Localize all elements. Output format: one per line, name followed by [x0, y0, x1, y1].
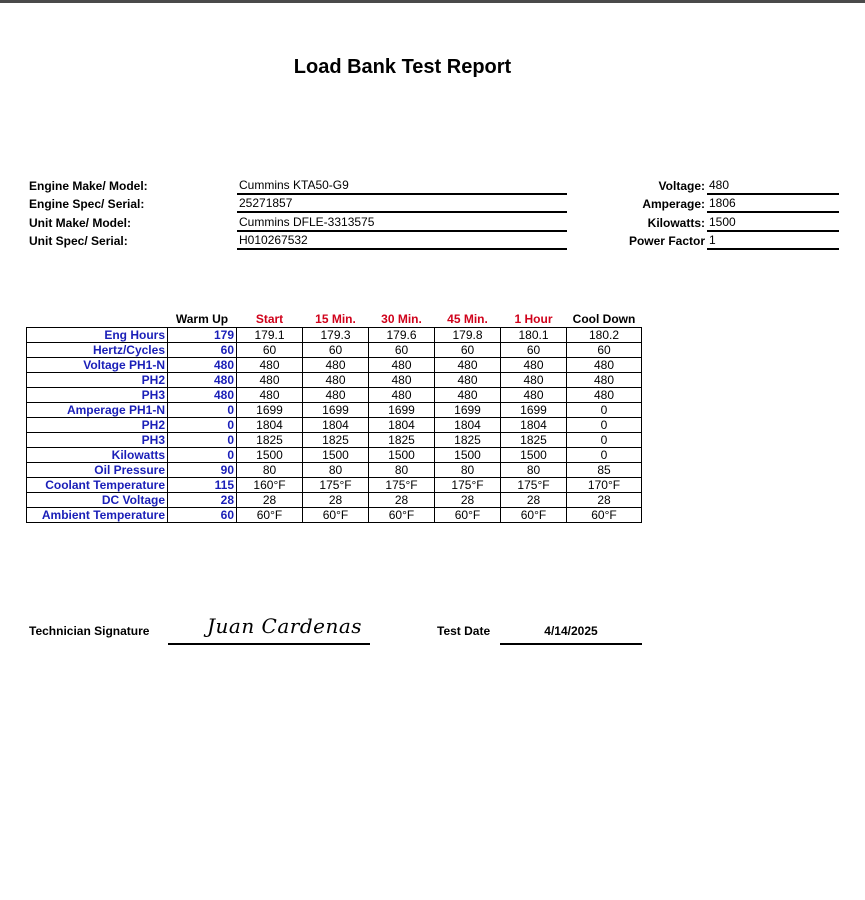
table-row [27, 433, 642, 448]
table-cell: 480 [237, 373, 303, 388]
table-cell: 175°F [501, 478, 567, 493]
table-cell: 80 [369, 463, 435, 478]
amperage-label: Amperage: [642, 197, 705, 211]
test-date-value: 4/14/2025 [544, 624, 598, 638]
table-cell: 80 [303, 463, 369, 478]
kilowatts-value: 1500 [707, 215, 839, 232]
header-start: Start [255, 312, 284, 326]
power-factor-label: Power Factor [628, 234, 705, 248]
table-cell: 180.1 [501, 328, 567, 343]
table-cell: 179 [168, 328, 237, 343]
table-cell: 115 [168, 478, 237, 493]
table-row [27, 343, 642, 358]
table-cell: 0 [567, 403, 642, 418]
table-cell: 1500 [369, 448, 435, 463]
table-cell: 480 [501, 358, 567, 373]
table-cell: 1699 [303, 403, 369, 418]
table-row [27, 328, 642, 343]
table-row [27, 508, 642, 523]
table-cell: 480 [435, 388, 501, 403]
table-cell: 60°F [567, 508, 642, 523]
table-cell: 1804 [237, 418, 303, 433]
table-cell: 60°F [435, 508, 501, 523]
table-cell: 60 [168, 508, 237, 523]
table-header-row [27, 311, 642, 328]
table-cell: 0 [168, 403, 237, 418]
table-cell: 90 [168, 463, 237, 478]
table-cell: 170°F [567, 478, 642, 493]
table-cell: 1699 [237, 403, 303, 418]
table-cell: 28 [369, 493, 435, 508]
table-cell: 1804 [303, 418, 369, 433]
table-cell: 480 [303, 388, 369, 403]
table-cell: 1500 [237, 448, 303, 463]
table-cell: 480 [369, 358, 435, 373]
row-label: Eng Hours [27, 328, 168, 343]
row-label: Coolant Temperature [27, 478, 168, 493]
table-row [27, 418, 642, 433]
table-cell: 28 [168, 493, 237, 508]
table-cell: 175°F [369, 478, 435, 493]
table-cell: 60°F [501, 508, 567, 523]
table-row [27, 358, 642, 373]
table-cell: 480 [168, 388, 237, 403]
engine-make-value: Cummins KTA50-G9 [237, 178, 567, 195]
kilowatts-label: Kilowatts: [647, 216, 705, 230]
power-factor-value: 1 [707, 233, 839, 250]
table-cell: 175°F [435, 478, 501, 493]
row-label: Ambient Temperature [27, 508, 168, 523]
table-cell: 480 [501, 373, 567, 388]
table-cell: 1500 [435, 448, 501, 463]
row-label: PH2 [27, 418, 168, 433]
header-cool-down: Cool Down [572, 312, 636, 326]
table-cell: 480 [303, 373, 369, 388]
table-cell: 1825 [303, 433, 369, 448]
table-cell: 28 [567, 493, 642, 508]
table-cell: 480 [435, 358, 501, 373]
table-cell: 0 [567, 433, 642, 448]
signature-line [168, 643, 370, 645]
row-label: PH2 [27, 373, 168, 388]
table-cell: 1500 [501, 448, 567, 463]
table-cell: 28 [237, 493, 303, 508]
table-cell: 179.1 [237, 328, 303, 343]
engine-serial-label: Engine Spec/ Serial: [29, 197, 145, 211]
table-row [27, 478, 642, 493]
row-label: PH3 [27, 388, 168, 403]
engine-serial-value: 25271857 [237, 196, 567, 213]
table-cell: 480 [501, 388, 567, 403]
row-label: PH3 [27, 433, 168, 448]
table-cell: 60°F [237, 508, 303, 523]
table-cell: 1825 [237, 433, 303, 448]
technician-signature-label: Technician Signature [29, 624, 150, 638]
unit-serial-value: H010267532 [237, 233, 567, 250]
table-cell: 60°F [303, 508, 369, 523]
table-cell: 60 [369, 343, 435, 358]
top-border [0, 0, 865, 3]
table-row [27, 448, 642, 463]
row-label: Voltage PH1-N [27, 358, 168, 373]
table-cell: 179.3 [303, 328, 369, 343]
table-cell: 60 [237, 343, 303, 358]
table-cell: 480 [369, 373, 435, 388]
table-row [27, 493, 642, 508]
table-cell: 179.6 [369, 328, 435, 343]
table-cell: 0 [168, 433, 237, 448]
table-cell: 60 [168, 343, 237, 358]
table-cell: 480 [168, 373, 237, 388]
table-cell: 1699 [501, 403, 567, 418]
table-cell: 28 [501, 493, 567, 508]
table-cell: 1804 [435, 418, 501, 433]
table-cell: 480 [237, 388, 303, 403]
test-date-label: Test Date [437, 624, 491, 638]
table-cell: 480 [168, 358, 237, 373]
table-cell: 1804 [369, 418, 435, 433]
table-cell: 60 [303, 343, 369, 358]
table-cell: 0 [567, 448, 642, 463]
header-45-min: 45 Min. [447, 312, 488, 326]
table-cell: 1699 [435, 403, 501, 418]
table-cell: 28 [303, 493, 369, 508]
table-cell: 480 [303, 358, 369, 373]
table-cell: 1825 [369, 433, 435, 448]
table-cell: 60 [567, 343, 642, 358]
table-cell: 0 [168, 418, 237, 433]
voltage-value: 480 [707, 178, 839, 195]
table-cell: 480 [435, 373, 501, 388]
table-cell: 60°F [369, 508, 435, 523]
table-cell: 85 [567, 463, 642, 478]
load-test-table [26, 311, 642, 523]
table-cell: 0 [168, 448, 237, 463]
unit-serial-label: Unit Spec/ Serial: [29, 234, 128, 248]
test-date-line [500, 643, 642, 645]
table-cell: 160°F [237, 478, 303, 493]
row-label: DC Voltage [27, 493, 168, 508]
table-cell: 480 [369, 388, 435, 403]
row-label: Oil Pressure [27, 463, 168, 478]
header-warm-up: Warm Up [175, 312, 229, 326]
table-cell: 28 [435, 493, 501, 508]
table-row [27, 373, 642, 388]
row-label: Amperage PH1-N [27, 403, 168, 418]
table-cell: 175°F [303, 478, 369, 493]
header-1-hour: 1 Hour [514, 312, 553, 326]
table-row [27, 463, 642, 478]
table-cell: 480 [567, 373, 642, 388]
unit-make-value: Cummins DFLE-3313575 [237, 215, 567, 232]
engine-make-label: Engine Make/ Model: [29, 179, 148, 193]
table-cell: 480 [567, 388, 642, 403]
table-cell: 1825 [435, 433, 501, 448]
header-blank [27, 311, 168, 328]
table-cell: 1825 [501, 433, 567, 448]
table-cell: 179.8 [435, 328, 501, 343]
report-title: Load Bank Test Report [293, 56, 512, 78]
table-cell: 80 [501, 463, 567, 478]
table-cell: 1699 [369, 403, 435, 418]
technician-signature: Juan Cardenas [207, 614, 363, 638]
table-cell: 0 [567, 418, 642, 433]
voltage-label: Voltage: [658, 179, 705, 193]
table-cell: 1500 [303, 448, 369, 463]
table-row [27, 403, 642, 418]
table-cell: 1804 [501, 418, 567, 433]
row-label: Hertz/Cycles [27, 343, 168, 358]
table-cell: 80 [237, 463, 303, 478]
table-cell: 60 [501, 343, 567, 358]
table-cell: 180.2 [567, 328, 642, 343]
table-cell: 80 [435, 463, 501, 478]
table-cell: 60 [435, 343, 501, 358]
table-cell: 480 [567, 358, 642, 373]
header-30-min: 30 Min. [381, 312, 422, 326]
header-15-min: 15 Min. [315, 312, 356, 326]
table-cell: 480 [237, 358, 303, 373]
amperage-value: 1806 [707, 196, 839, 213]
unit-make-label: Unit Make/ Model: [29, 216, 132, 230]
row-label: Kilowatts [27, 448, 168, 463]
table-row [27, 388, 642, 403]
